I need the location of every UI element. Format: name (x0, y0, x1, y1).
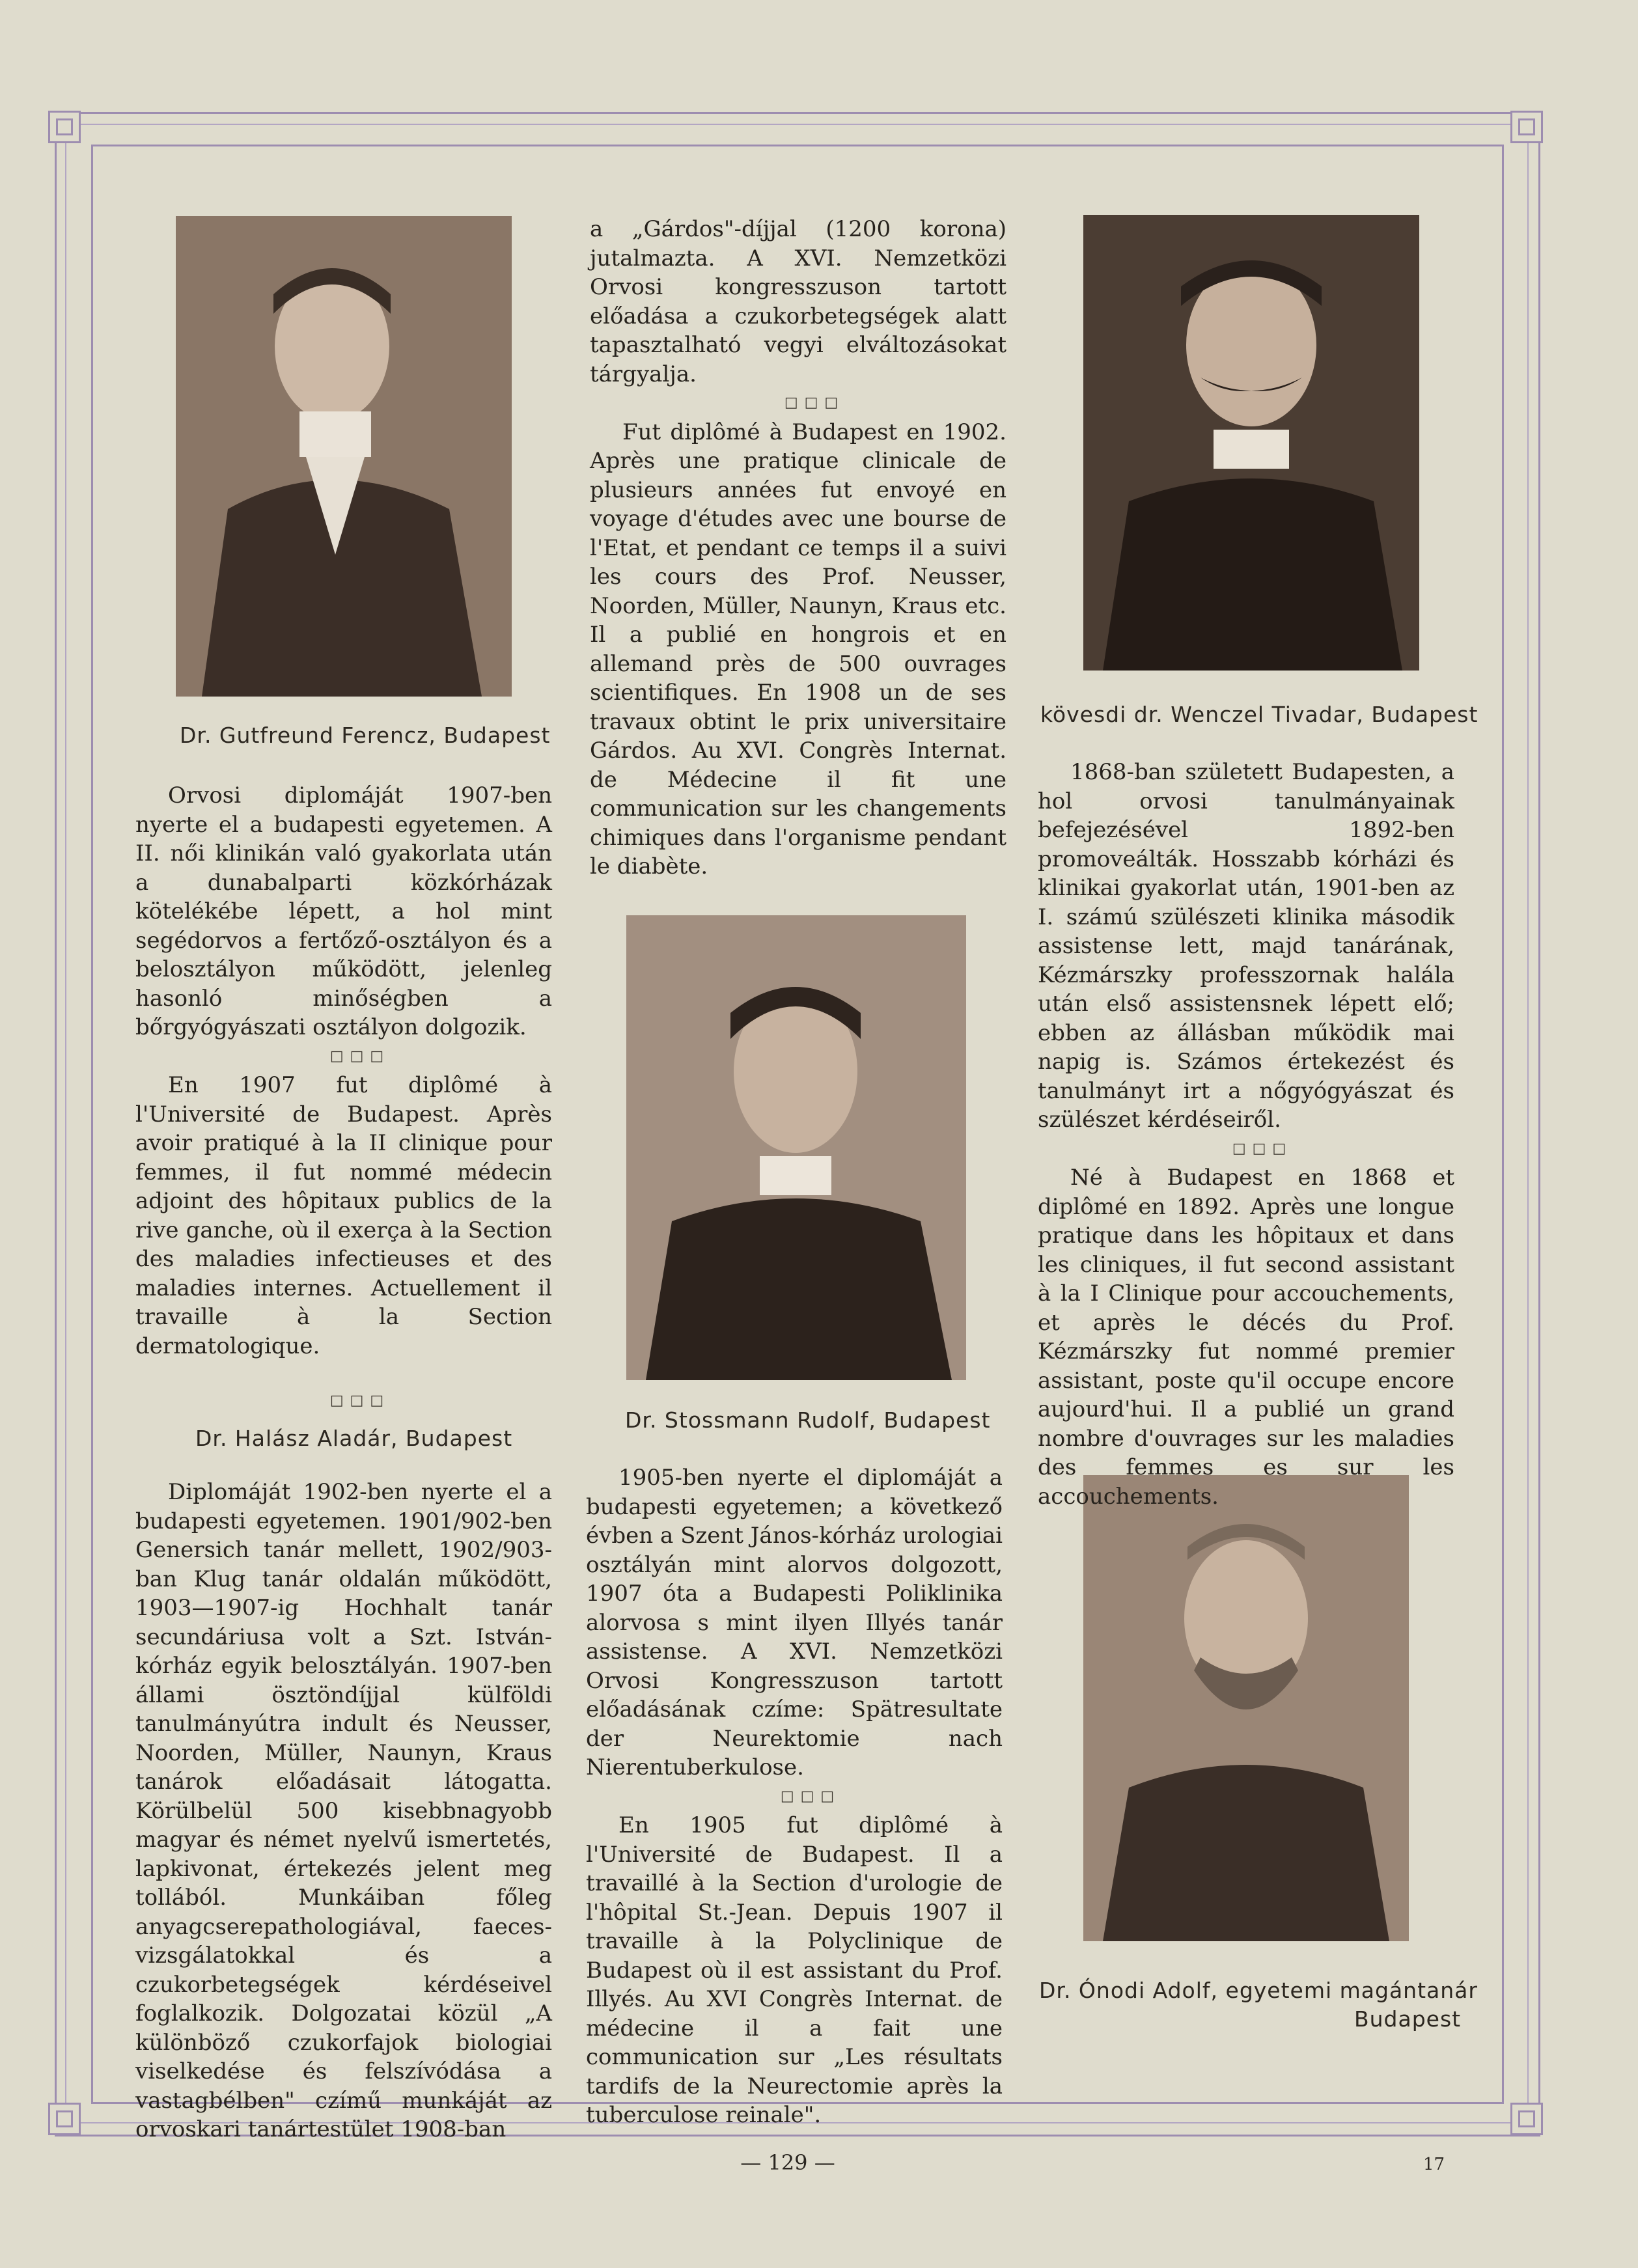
portrait-wenczel (1083, 215, 1419, 671)
separator-ornament: □□□ (329, 1047, 391, 1064)
separator-ornament: □□□ (329, 1392, 391, 1409)
portrait-stossmann (626, 915, 966, 1380)
portrait-caption: Dr. Ónodi Adolf, egyetemi magántanár (1039, 1978, 1478, 2003)
portrait-caption: Dr. Gutfreund Ferencz, Budapest (180, 723, 551, 748)
paragraph: Fut diplômé à Budapest en 1902. Après une pratique clinicale de plusieurs années fut envoyé en voyage d'études avec une bourse de l'Etat, et pendant ce temps il a suivi les cours des Prof. Neusser, Noorden, Müller, Naunyn, Kraus etc. Il a publié en hongrois et en allemand près de 500 ouvrages scientifiques. En 1908 un de ses travaux obtint le prix universitaire Gárdos. Au XVI. Congrès Internat. de Médecine il fit une communication sur les changements chimiques dans l'organisme pendant le diabète. (590, 419, 1006, 879)
frame-corner-ornament (1510, 111, 1543, 143)
portrait-caption: Dr. Halász Aladár, Budapest (195, 1426, 513, 1451)
portrait-onodi (1083, 1475, 1409, 1941)
text-column-1-upper (135, 781, 552, 1416)
text-column-3 (1038, 758, 1454, 1511)
paragraph: Orvosi diplomáját 1907-ben nyerte el a budapesti egyetemen. A II. női klinikán való gyakorlata után a dunabalparti közkórházak kötelékébe lépett, a hol mint segédorvos a fertőző-osztályon és a belosztályon működött, jelenleg hasonló minőségben a bőrgyógyászati osztályon dolgozik. (135, 782, 552, 1040)
folio-number: 17 (1423, 2155, 1445, 2174)
paragraph: a „Gárdos"-díjjal (1200 korona) jutalmazta. A XVI. Nemzetközi Orvosi kongresszuson tartott előadása a czukorbetegségek alatt tapasztalható vegyi elváltozásokat tárgyalja. (590, 216, 1006, 387)
portrait-caption: kövesdi dr. Wenczel Tivadar, Budapest (1040, 702, 1478, 727)
paragraph: Né à Budapest en 1868 et diplômé en 1892. Après une longue pratique dans les hôpitaux et dans les cliniques, il fut second assistant à la I Clinique pour accouchements, et après le décés du Prof. Kézmárszky fut nommé premier assistant, poste qu'il occupe encore aujourd'hui. Il a publié un grand nombre d'ouvrages sur les maladies des femmes es sur les accouchements. (1038, 1165, 1454, 1510)
paragraph: 1868-ban született Budapesten, a hol orvosi tanulmányainak befejezésével 1892-ben promoveálták. Hosszabb kórházi és klinikai gyakorlat után, 1901-ben az I. számú szülészeti klinika második assistense lett, majd tanárának, Kézmárszky professzornak halála után első assistensnek lépett elő; ebben az állásban működik mai napig is. Számos értekezést és tanulmányt irt a nőgyógyászat és szülészet kérdéseiről. (1038, 759, 1454, 1133)
text-column-1-lower (135, 1478, 552, 2144)
portrait-gutfreund (176, 216, 512, 697)
paragraph: Diplomáját 1902-ben nyerte el a budapesti egyetemen. 1901/902-ben Genersich tanár mellett, 1902/903-ban Klug tanár oldalán működött, 1903—1907-ig Hochhalt tanár secundáriusa volt a Szt. István-kórház egyik belosztályán. 1907-ben állami ösztöndíjjal külföldi tanulmányútra indult és Neusser, Noorden, Müller, Naunyn, Kraus tanárok előadásait látogatta. Körülbelül 500 kisebbnagyobb magyar és német nyelvű ismertetés, lapkivonat, értekezés jelent meg tollából. Munkáiban főleg anyagcserepathologiával, faeces-vizsgálatokkal és a czukorbetegségek kérdéseivel foglalkozik. Dolgozatai közül „A különböző czukorfajok biologiai viselkedése és felszívódása a vastagbélben" czímű munkáját az orvoskari tanártestület 1908-ban (135, 1479, 552, 2142)
separator-ornament: □□□ (1232, 1140, 1293, 1157)
paragraph: En 1905 fut diplômé à l'Université de Budapest. Il a travaillé à la Section d'urologie de l'hôpital St.-Jean. Depuis 1907 il travaille à la Polyclinique de Budapest où il est assistant du Prof. Illyés. Au XVI Congrès Internat. de médecine il a fait une communication sur „Les résultats tardifs de la Neurectomie après la tuberculose reinale". (586, 1812, 1003, 2128)
frame-corner-ornament (48, 111, 81, 143)
frame-corner-ornament (1510, 2103, 1543, 2135)
paragraph: En 1907 fut diplômé à l'Université de Budapest. Après avoir pratiqué à la II clinique pour femmes, il fut nommé médecin adjoint des hôpitaux publics de la rive ganche, où il exerça à la Section des maladies infectieuses et des maladies internes. Actuellement il travaille à la Section dermatologique. (135, 1072, 552, 1359)
text-column-2-upper (590, 215, 1006, 881)
separator-ornament: □□□ (784, 394, 845, 411)
frame-corner-ornament (48, 2103, 81, 2135)
portrait-caption: Budapest (1354, 2006, 1462, 2032)
page-number: — 129 — (740, 2150, 835, 2175)
portrait-caption: Dr. Stossmann Rudolf, Budapest (625, 1407, 991, 1433)
text-column-2-lower (586, 1463, 1003, 2130)
separator-ornament: □□□ (780, 1788, 841, 1805)
paragraph: 1905-ben nyerte el diplomáját a budapesti egyetemen; a következő évben a Szent János-kórház urologiai osztályán mint alorvos dolgozott, 1907 óta a Budapesti Poliklinika alorvosa s mint ilyen Illyés tanár assistense. A XVI. Nemzetközi Orvosi Kongresszuson tartott előadásának czíme: Spätresultate der Neurektomie nach Nierentuberkulose. (586, 1465, 1003, 1780)
